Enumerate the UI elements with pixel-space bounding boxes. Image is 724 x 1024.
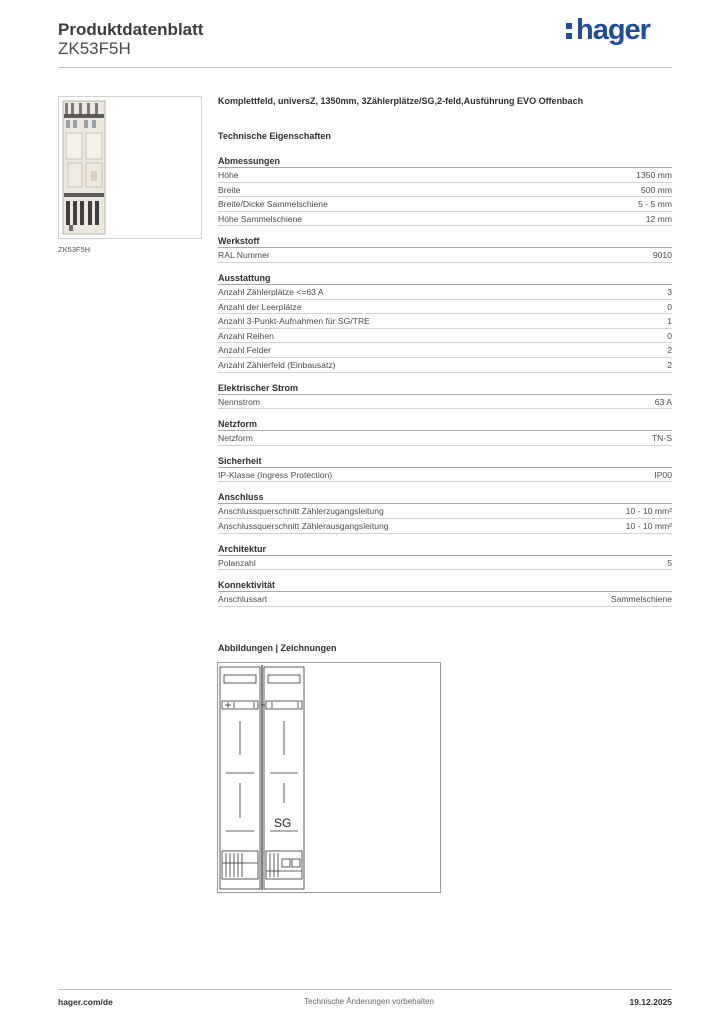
- spec-row: [218, 431, 672, 446]
- spec-section: [218, 235, 672, 263]
- spec-label: Anzahl 3-Punkt-Aufnahmen für SG/TRE: [218, 316, 370, 327]
- page-title: Produktdatenblatt: [58, 20, 204, 39]
- spec-label: Anschlussquerschnitt Zählerausgangsleitung: [218, 520, 389, 531]
- spec-label: Höhe: [218, 170, 239, 180]
- footer-website-link[interactable]: hager.com/de: [58, 997, 113, 1007]
- spec-row: [218, 343, 672, 358]
- footer-disclaimer: Technische Änderungen vorbehalten: [304, 997, 434, 1006]
- spec-label: Anzahl Zählerfeld (Einbausatz): [218, 359, 336, 370]
- spec-row: [218, 300, 672, 315]
- specs-table: [218, 155, 672, 616]
- image-caption: ZK53F5H: [58, 245, 91, 254]
- spec-label: RAL Nummer: [218, 250, 270, 261]
- spec-value: 63 A: [654, 396, 672, 407]
- spec-section: [218, 543, 672, 571]
- logo-text: hager: [576, 14, 650, 46]
- spec-value: 12 mm: [645, 213, 672, 224]
- spec-row: [218, 358, 672, 373]
- technical-drawing: [217, 662, 441, 893]
- technical-properties-heading: Technische Eigenschaften: [218, 131, 331, 141]
- footer-date: 19.12.2025: [629, 997, 672, 1007]
- spec-section-title: Architektur: [218, 543, 672, 556]
- spec-label: Anzahl Felder: [218, 345, 272, 356]
- spec-value: 2: [667, 359, 672, 370]
- spec-section-title: Netzform: [218, 418, 672, 431]
- product-photo-icon: [59, 97, 201, 238]
- spec-label: Anzahl Reihen: [218, 330, 274, 341]
- article-number: ZK53F5H: [58, 39, 131, 58]
- spec-section-title: Abmessungen: [218, 155, 672, 168]
- spec-value: 0: [667, 330, 672, 341]
- spec-row: [218, 248, 672, 263]
- spec-value: 1350 mm: [636, 170, 672, 180]
- spec-label: Höhe Sammelschiene: [218, 213, 303, 224]
- spec-value: 1: [667, 316, 672, 327]
- spec-section: [218, 579, 672, 607]
- spec-row: [218, 197, 672, 212]
- spec-row: [218, 183, 672, 198]
- spec-value: 500 mm: [640, 184, 672, 195]
- spec-label: Anzahl Zählerplätze <=63 A: [218, 286, 324, 297]
- hager-logo: [566, 14, 650, 47]
- sg-label: SG: [274, 816, 292, 830]
- footer-divider: [58, 989, 672, 990]
- spec-row: [218, 285, 672, 300]
- spec-row: [218, 519, 672, 534]
- spec-section-title: Ausstattung: [218, 272, 672, 285]
- spec-label: Netzform: [218, 433, 253, 444]
- product-description: Komplettfeld, universZ, 1350mm, 3Zählerplätze/SG,2-feld,Ausführung EVO Offenbach: [218, 96, 584, 106]
- spec-section: [218, 491, 672, 533]
- spec-row: [218, 329, 672, 344]
- spec-section-title: Konnektivität: [218, 579, 672, 592]
- logo-dots-icon: [566, 19, 573, 41]
- spec-label: IP-Klasse (Ingress Protection): [218, 469, 333, 480]
- spec-value: 2: [667, 345, 672, 356]
- spec-label: Polanzahl: [218, 557, 256, 568]
- spec-value: Sammelschiene: [610, 594, 672, 605]
- spec-row: [218, 395, 672, 410]
- spec-section: [218, 382, 672, 410]
- spec-label: Anschlussquerschnitt Zählerzugangsleitung: [218, 506, 384, 517]
- product-image: [58, 96, 202, 239]
- spec-section: [218, 155, 672, 226]
- spec-section: [218, 418, 672, 446]
- spec-row: [218, 468, 672, 483]
- spec-value: 10 - 10 mm²: [625, 520, 672, 531]
- spec-section-title: Elektrischer Strom: [218, 382, 672, 395]
- spec-value: TN-S: [651, 433, 672, 444]
- spec-value: 9010: [652, 250, 672, 261]
- spec-value: IP00: [654, 469, 672, 480]
- spec-label: Breite/Dicke Sammelschiene: [218, 199, 328, 210]
- spec-section-title: Sicherheit: [218, 455, 672, 468]
- spec-value: 5 - 5 mm: [638, 199, 672, 210]
- spec-row: [218, 592, 672, 607]
- spec-section-title: Werkstoff: [218, 235, 672, 248]
- spec-label: Breite: [218, 184, 241, 195]
- spec-section: [218, 455, 672, 483]
- spec-label: Anschlussart: [218, 594, 268, 605]
- spec-row: [218, 168, 672, 183]
- spec-value: 5: [667, 557, 672, 568]
- spec-row: [218, 556, 672, 571]
- panel-drawing-icon: [218, 663, 440, 892]
- spec-section: [218, 272, 672, 373]
- spec-row: [218, 314, 672, 329]
- spec-value: 0: [667, 301, 672, 312]
- spec-value: 10 - 10 mm²: [625, 506, 672, 517]
- spec-value: 3: [667, 286, 672, 297]
- header-divider: [58, 67, 672, 68]
- spec-label: Anzahl der Leerplätze: [218, 301, 302, 312]
- spec-section-title: Anschluss: [218, 491, 672, 504]
- spec-label: Nennstrom: [218, 396, 261, 407]
- drawings-heading: Abbildungen | Zeichnungen: [218, 643, 337, 653]
- spec-row: [218, 504, 672, 519]
- spec-row: [218, 212, 672, 227]
